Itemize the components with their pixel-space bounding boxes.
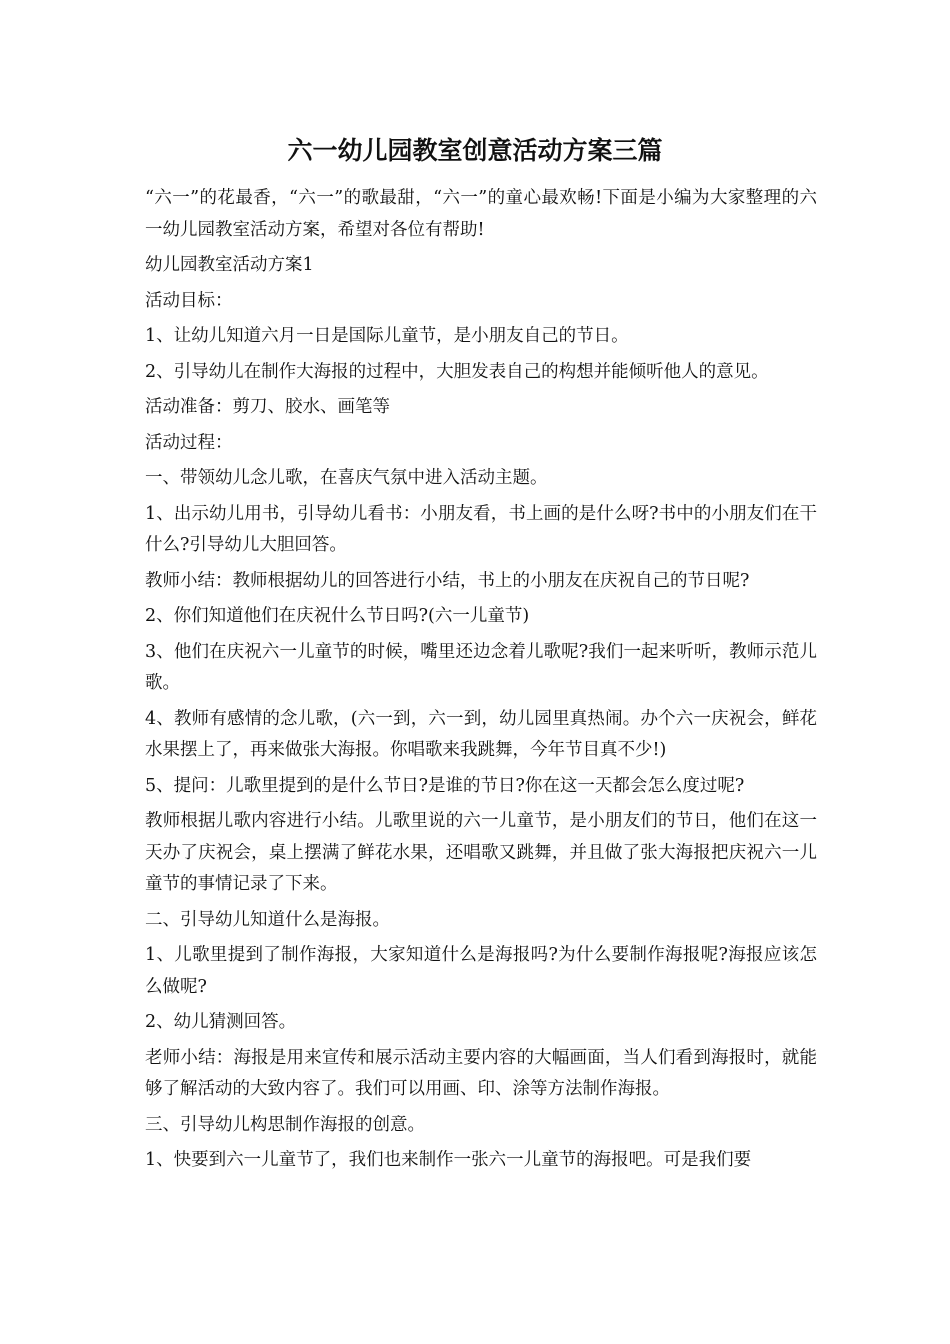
paragraph: 4、教师有感情的念儿歌，(六一到，六一到，幼儿园里真热闹。办个六一庆祝会，鲜花水果摆上了，再来做张大海报。你唱歌来我跳舞，今年节目真不少!)	[145, 708, 817, 760]
paragraph: 教师根据儿歌内容进行小结。儿歌里说的六一儿童节，是小朋友们的节日，他们在这一天办了庆祝会，桌上摆满了鲜花水果，还唱歌又跳舞，并且做了张大海报把庆祝六一儿童节的事情记录了下来。	[145, 811, 817, 894]
paragraph: 活动过程：	[145, 432, 233, 453]
section-heading-plan-1: 幼儿园教室活动方案1	[145, 255, 314, 275]
paragraph: 二、引导幼儿知道什么是海报。	[145, 909, 390, 930]
paragraph: 5、提问：儿歌里提到的是什么节日?是谁的节日?你在这一天都会怎么度过呢?	[145, 775, 745, 796]
paragraph: 1、快要到六一儿童节了，我们也来制作一张六一儿童节的海报吧。可是我们要	[145, 1150, 752, 1170]
paragraph-intro: “六一”的花最香，“六一”的歌最甜，“六一”的童心最欢畅!下面是小编为大家整理的六一幼儿园教室活动方案，希望对各位有帮助!	[145, 188, 817, 240]
paragraph: 一、带领幼儿念儿歌，在喜庆气氛中进入活动主题。	[145, 468, 548, 488]
paragraph: 老师小结：海报是用来宣传和展示活动主要内容的大幅画面，当人们看到海报时，就能够了解活动的大致内容了。我们可以用画、印、涂等方法制作海报。	[145, 1047, 817, 1099]
paragraph: 2、幼儿猜测回答。	[145, 1012, 297, 1032]
paragraph: 三、引导幼儿构思制作海报的创意。	[145, 1114, 425, 1135]
paragraph: 2、引导幼儿在制作大海报的过程中，大胆发表自己的构想并能倾听他人的意见。	[145, 361, 769, 382]
paragraph: 1、让幼儿知道六月一日是国际儿童节，是小朋友自己的节日。	[145, 326, 629, 346]
paragraph: 2、你们知道他们在庆祝什么节日吗?(六一儿童节)	[145, 606, 530, 626]
paragraph: 教师小结：教师根据幼儿的回答进行小结，书上的小朋友在庆祝自己的节日呢?	[145, 570, 750, 591]
paragraph: 1、出示幼儿用书，引导幼儿看书：小朋友看，书上画的是什么呀?书中的小朋友们在干什么?引导幼儿大胆回答。	[145, 503, 817, 555]
paragraph: 活动目标：	[145, 290, 233, 311]
document-title: 六一幼儿园教室创意活动方案三篇	[287, 136, 663, 165]
paragraph: 3、他们在庆祝六一儿童节的时候，嘴里还边念着儿歌呢?我们一起来听听，教师示范儿歌。	[145, 641, 817, 693]
paragraph: 1、儿歌里提到了制作海报，大家知道什么是海报吗?为什么要制作海报呢?海报应该怎么做呢?	[145, 945, 817, 997]
document-body	[145, 183, 817, 1181]
paragraph: 活动准备：剪刀、胶水、画笔等	[145, 397, 390, 417]
